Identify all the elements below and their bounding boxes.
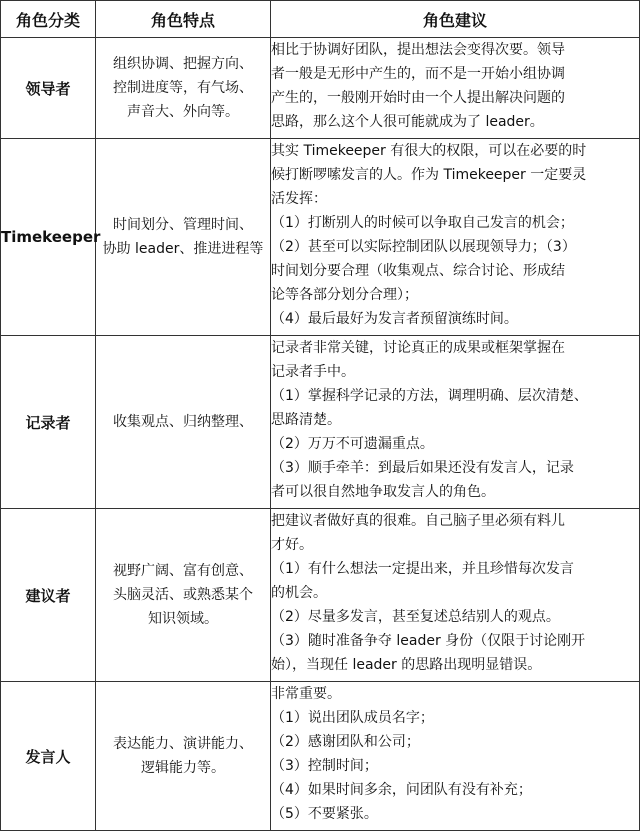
trait-line: 时间划分、管理时间、 <box>113 217 253 233</box>
table-row <box>1 509 640 682</box>
trait-line: 声音大、外向等。 <box>127 104 239 120</box>
role-traits <box>96 139 271 336</box>
trait-line: 头脑灵活、或熟悉某个 <box>113 587 253 603</box>
header-row <box>1 1 640 38</box>
trait-line: 组织协调、把握方向、 <box>113 56 253 72</box>
advice-line: （3）控制时间； <box>271 758 378 774</box>
advice-line: （1）有什么想法一定提出来，并且珍惜每次发言 <box>271 561 574 577</box>
advice-line: （4）如果时间多余，问团队有没有补充； <box>271 782 532 798</box>
role-name: 领导者 <box>1 38 96 139</box>
role-advice <box>271 509 640 682</box>
role-name: Timekeeper <box>1 139 96 336</box>
advice-line: （3）随时准备争夺 leader 身份（仅限于讨论刚开 <box>271 633 586 649</box>
role-traits <box>96 682 271 831</box>
table-row <box>1 139 640 336</box>
trait-line: 逻辑能力等。 <box>141 760 225 776</box>
advice-line: （2）万万不可遗漏重点。 <box>271 436 434 452</box>
role-advice <box>271 336 640 509</box>
advice-line: 思路清楚。 <box>271 412 341 428</box>
advice-line: 候打断啰嗦发言的人。作为 Timekeeper 一定要灵 <box>271 167 587 183</box>
advice-line: 活发挥： <box>271 191 327 207</box>
advice-line: 论等各部分划分合理）； <box>271 287 418 303</box>
advice-line: 思路，那么这个人很可能就成为了 leader。 <box>271 114 544 130</box>
advice-line: 非常重要。 <box>271 686 341 702</box>
advice-line: 者可以很自然地争取发言人的角色。 <box>271 484 495 500</box>
role-advice <box>271 38 640 139</box>
advice-line: 产生的，一般刚开始时由一个人提出解决问题的 <box>271 90 565 106</box>
role-name: 发言人 <box>1 682 96 831</box>
header-role-traits: 角色特点 <box>96 1 271 38</box>
advice-line: （5）不要紧张。 <box>271 806 378 822</box>
advice-line: （4）最后最好为发言者预留演练时间。 <box>271 311 518 327</box>
advice-line: 相比于协调好团队，提出想法会变得次要。领导 <box>271 42 565 58</box>
advice-line: （2）甚至可以实际控制团队以展现领导力；（3） <box>271 239 576 255</box>
role-traits <box>96 336 271 509</box>
trait-line: 表达能力、演讲能力、 <box>113 736 253 752</box>
header-role-category: 角色分类 <box>1 1 96 38</box>
header-role-advice: 角色建议 <box>271 1 640 38</box>
advice-line: （3）顺手牵羊：到最后如果还没有发言人，记录 <box>271 460 574 476</box>
trait-line: 收集观点、归纳整理、 <box>113 414 253 430</box>
advice-line: 的机会。 <box>271 585 327 601</box>
advice-line: （2）感谢团队和公司； <box>271 734 420 750</box>
trait-line: 视野广阔、富有创意、 <box>113 563 253 579</box>
trait-line: 知识领域。 <box>148 611 218 627</box>
advice-line: （2）尽量多发言，甚至复述总结别人的观点。 <box>271 609 560 625</box>
advice-line: 记录者非常关键，讨论真正的成果或框架掌握在 <box>271 340 565 356</box>
role-advice <box>271 139 640 336</box>
table-row <box>1 682 640 831</box>
table-row <box>1 336 640 509</box>
table-row <box>1 38 640 139</box>
role-traits <box>96 509 271 682</box>
advice-line: 时间划分要合理（收集观点、综合讨论、形成结 <box>271 263 565 279</box>
advice-line: （1）打断别人的时候可以争取自己发言的机会； <box>271 215 574 231</box>
advice-line: 始），当现任 leader 的思路出现明显错误。 <box>271 657 542 673</box>
advice-line: 才好。 <box>271 537 313 553</box>
role-name: 建议者 <box>1 509 96 682</box>
advice-line: （1）说出团队成员名字； <box>271 710 434 726</box>
advice-line: 其实 Timekeeper 有很大的权限，可以在必要的时 <box>271 143 587 159</box>
advice-line: （1）掌握科学记录的方法，调理明确、层次清楚、 <box>271 388 588 404</box>
advice-line: 者一般是无形中产生的，而不是一开始小组协调 <box>271 66 565 82</box>
advice-line: 记录者手中。 <box>271 364 355 380</box>
trait-line: 协助 leader、推进进程等 <box>102 241 264 257</box>
role-traits <box>96 38 271 139</box>
role-name: 记录者 <box>1 336 96 509</box>
role-advice <box>271 682 640 831</box>
advice-line: 把建议者做好真的很难。自己脑子里必须有料儿 <box>271 513 565 529</box>
trait-line: 控制进度等，有气场、 <box>113 80 253 96</box>
